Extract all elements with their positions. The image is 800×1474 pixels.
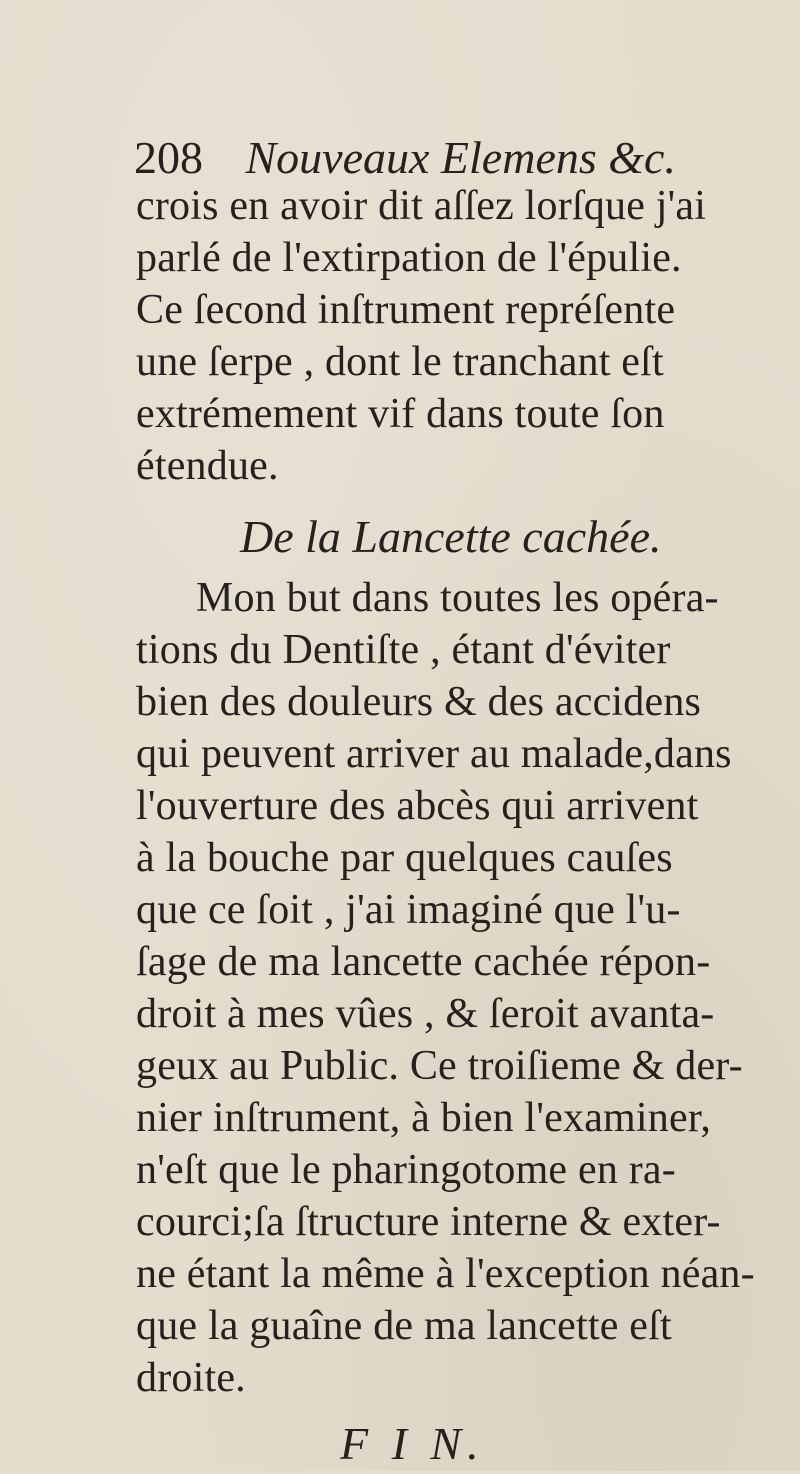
text-line: nier inſtrument, à bien l'examiner, bbox=[136, 1095, 712, 1141]
text-line: droit à mes vûes , & ſeroit avanta- bbox=[136, 991, 715, 1037]
text-line: droite. bbox=[136, 1355, 246, 1401]
text-line: ſage de ma lancette cachée répon- bbox=[136, 939, 711, 985]
text-line: qui peuvent arriver au malade,dans bbox=[136, 731, 732, 777]
text-line: Ce ſecond inſtrument repréſente bbox=[136, 287, 676, 333]
text-line: Mon but dans toutes les opéra- bbox=[196, 575, 719, 621]
text-line: que la guaîne de ma lancette eſt bbox=[136, 1303, 672, 1349]
text-line: une ſerpe , dont le tranchant eſt bbox=[136, 339, 664, 385]
text-line: que ce ſoit , j'ai imaginé que l'u- bbox=[136, 887, 681, 933]
text-line: courci;ſa ſtructure interne & exter- bbox=[136, 1199, 721, 1245]
running-title: Nouveaux Elemens &c. bbox=[245, 132, 676, 183]
text-line: geux au Public. Ce troiſieme & der- bbox=[136, 1043, 743, 1089]
text-line: tions du Dentiſte , étant d'éviter bbox=[136, 627, 671, 673]
page-header bbox=[134, 128, 734, 188]
page-number: 208 bbox=[134, 132, 203, 183]
text-line: n'eſt que le pharingotome en ra- bbox=[136, 1147, 676, 1193]
text-line: étendue. bbox=[136, 443, 279, 489]
fin-label: F I N. bbox=[340, 1418, 485, 1469]
text-line: crois en avoir dit aſſez lorſque j'ai bbox=[136, 183, 707, 229]
text-line: parlé de l'extirpation de l'épulie. bbox=[136, 235, 682, 281]
text-line: ne étant la même à l'exception néan- bbox=[136, 1251, 755, 1297]
text-line: bien des douleurs & des accidens bbox=[136, 679, 702, 725]
section-heading: De la Lancette cachée. bbox=[240, 511, 662, 562]
text-line: l'ouverture des abcès qui arrivent bbox=[136, 783, 699, 829]
text-line: extrémement vif dans toute ſon bbox=[136, 391, 665, 437]
text-line: à la bouche par quelques cauſes bbox=[136, 835, 673, 881]
